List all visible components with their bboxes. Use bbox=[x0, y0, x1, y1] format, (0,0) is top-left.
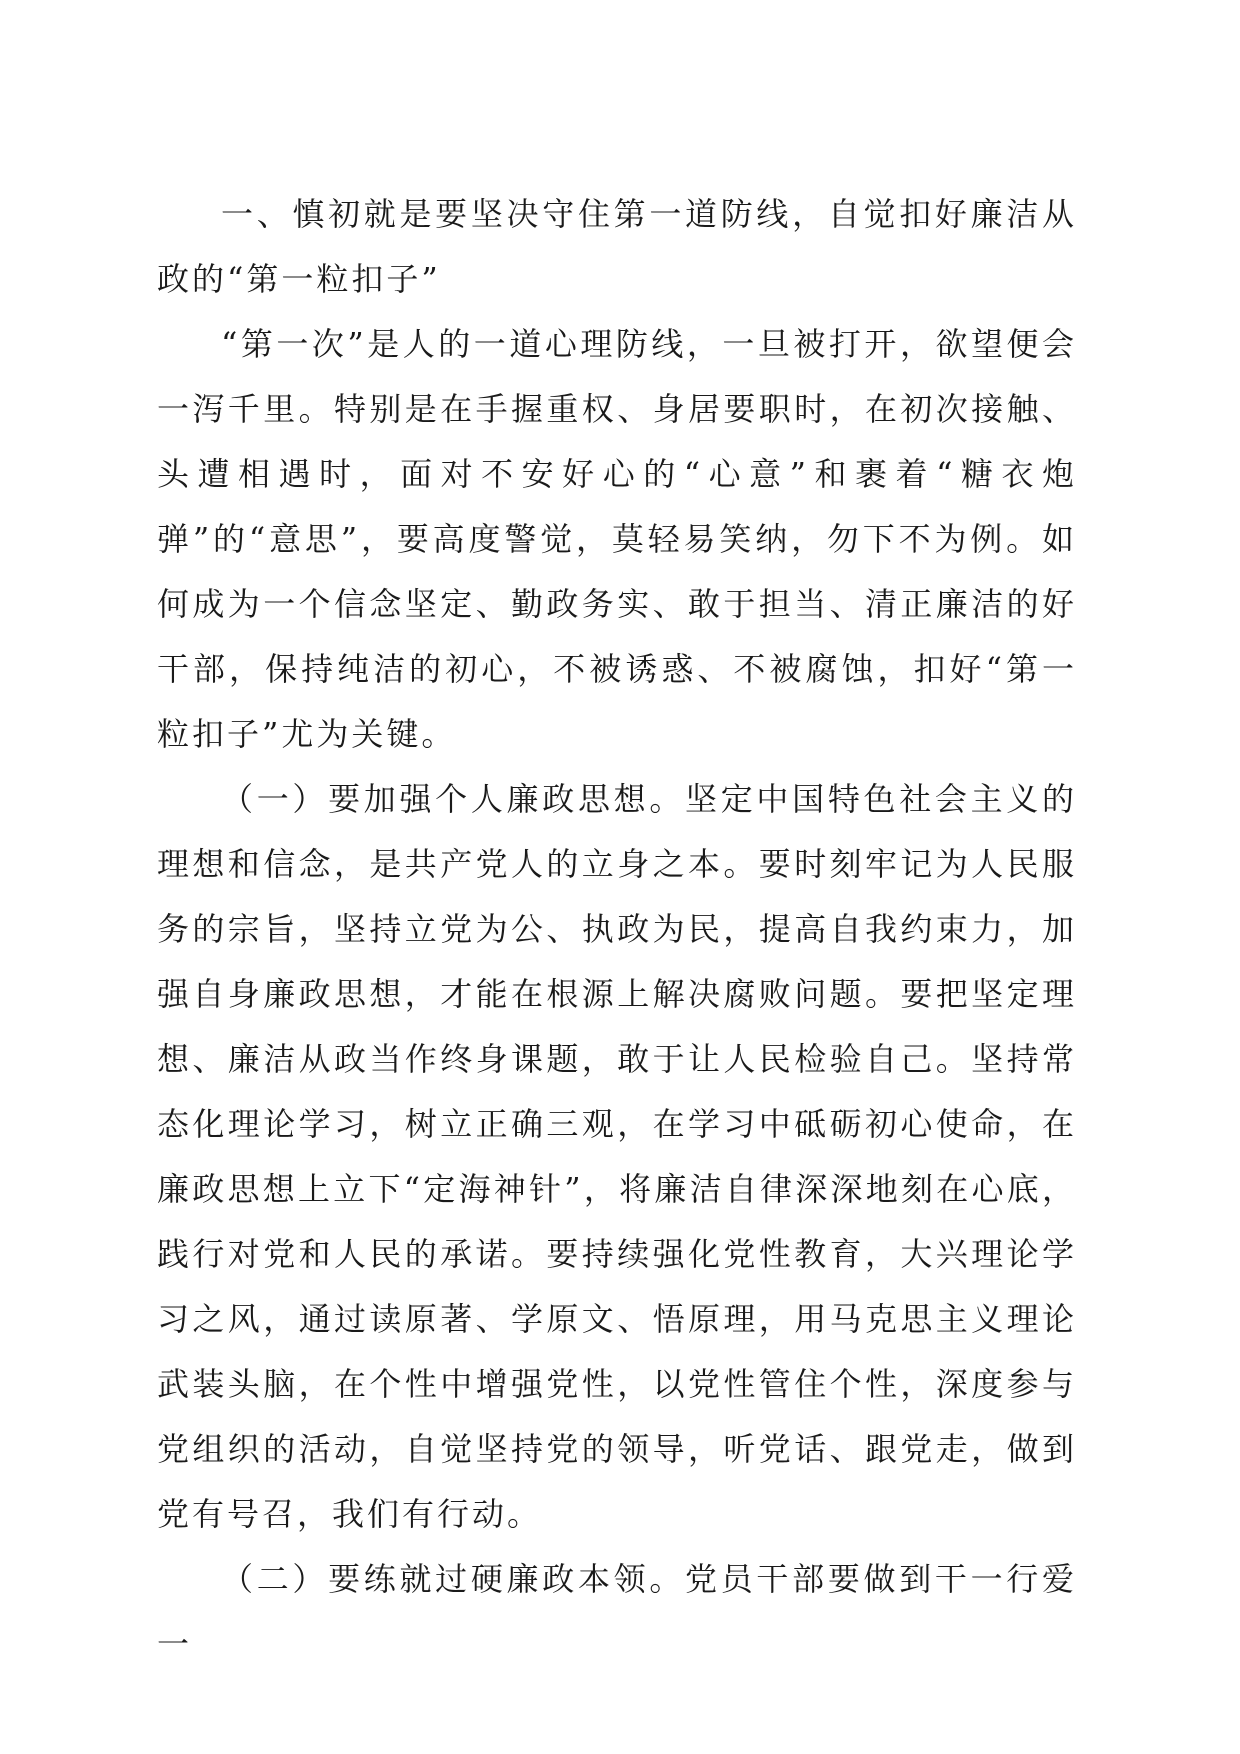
body-paragraph-3: （二）要练就过硬廉政本领。党员干部要做到干一行爱一 bbox=[157, 1560, 1077, 1663]
body-paragraph-2: （一）要加强个人廉政思想。坚定中国特色社会主义的理想和信念，是共产党人的立身之本。要时刻牢记为人民服务的宗旨，坚持立党为公、执政为民，提高自我约束力，加强自身廉政思想，才能在根源上解决腐败问题。要把坚定理想、廉洁从政当作终身课题，敢于让人民检验自己。坚持常态化理论学习，树立正确三观，在学习中砥砺初心使命，在廉政思想上立下“定海神针”，将廉洁自律深深地刻在心底，践行对党和人民的承诺。要持续强化党性教育，大兴理论学习之风，通过读原著、学原文、悟原理，用马克思主义理论武装头脑，在个性中增强党性，以党性管住个性，深度参与党组织的活动，自觉坚持党的领导，听党话、跟党走，做到党有号召，我们有行动。 bbox=[157, 780, 1077, 1533]
body-paragraph-1: “第一次”是人的一道心理防线，一旦被打开，欲望便会一泻千里。特别是在手握重权、身居要职时，在初次接触、头遭相遇时，面对不安好心的“心意”和裹着“糖衣炮弹”的“意思”，要高度警觉，莫轻易笑纳，勿下不为例。如何成为一个信念坚定、勤政务实、敢于担当、清正廉洁的好干部，保持纯洁的初心，不被诱惑、不被腐蚀，扣好“第一粒扣子”尤为关键。 bbox=[157, 325, 1077, 753]
document-body bbox=[157, 182, 1077, 1677]
section-heading: 一、慎初就是要坚决守住第一道防线，自觉扣好廉洁从政的“第一粒扣子” bbox=[157, 195, 1077, 298]
